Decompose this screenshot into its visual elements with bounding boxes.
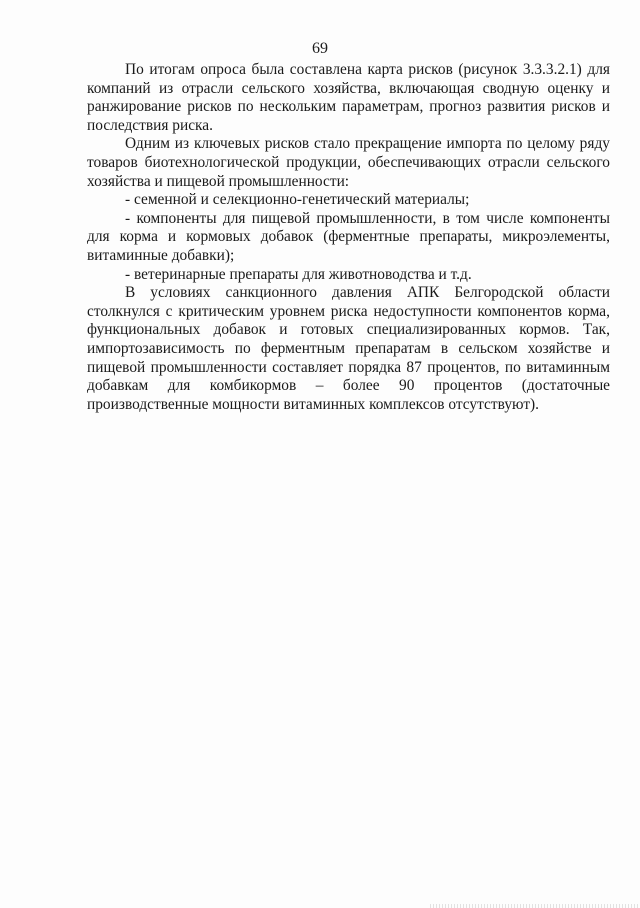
paragraph-sanctions-pressure: В условиях санкционного давления АПК Белгородской области столкнулся с критическим уровнем риска недоступности компонентов корма, функциональных добавок и готовых специализированных кормов. Так, импортозависимость по ферментным препаратам в сельском хозяйстве и пищевой промышленности составляет порядка 87 процентов, по витаминным добавкам для комбикормов – более 90 процентов (достаточные производственные мощности витаминных комплексов отсутствуют).: [87, 284, 610, 413]
page-number: 69: [312, 40, 328, 57]
document-body: [87, 61, 610, 414]
list-item-veterinary: - ветеринарные препараты для животноводства и т.д.: [125, 265, 472, 283]
paragraph-risk-map: По итогам опроса была составлена карта рисков (рисунок 3.3.3.2.1) для компаний из отрасли сельского хозяйства, включающая сводную оценку и ранжирование рисков по нескольким параметрам, прогноз развития рисков и последствия риска.: [87, 61, 610, 134]
scan-edge-artifact: [430, 904, 640, 908]
list-item-seed-material: - семенной и селекционно-генетический материалы;: [125, 191, 470, 209]
paragraph-import-risk: Одним из ключевых рисков стало прекращение импорта по целому ряду товаров биотехнологической продукции, обеспечивающих отрасли сельского хозяйства и пищевой промышленности:: [87, 135, 610, 190]
list-item-food-components: - компоненты для пищевой промышленности, в том числе компоненты для корма и кормовых добавок (ферментные препараты, микроэлементы, витаминные добавки);: [87, 209, 610, 264]
